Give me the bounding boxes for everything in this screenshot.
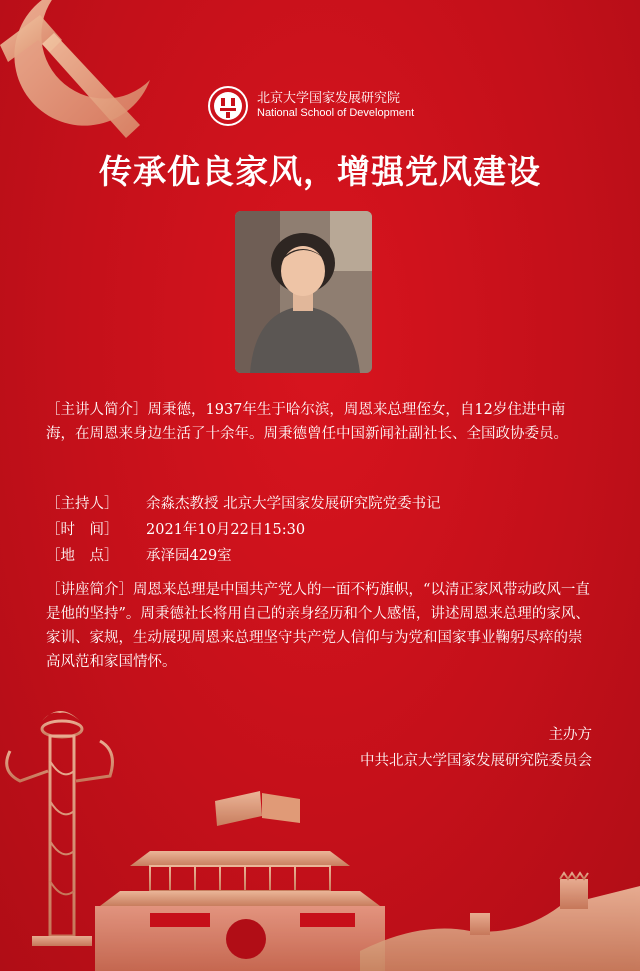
host-value: 余淼杰教授 北京大学国家发展研究院党委书记 [146,496,441,512]
organizer-name: 中共北京大学国家发展研究院委员会 [360,753,592,769]
organizer-label: 主办方 [548,727,592,743]
time-row [46,517,594,543]
school-logo [207,84,414,128]
host-row [46,491,594,517]
speaker-intro: ［主讲人简介］周秉德，1937年生于哈尔滨，周恩来总理侄女，自12岁住进中南海，在周恩来身边生活了十余年。周秉德曾任中国新闻社副社长、全国政协委员。 [46,402,568,442]
lecture-intro: ［讲座简介］周恩来总理是中国共产党人的一面不朽旗帜，“以清正家风带动政风一直是他的坚持”。周秉德社长将用自己的亲身经历和个人感悟，讲述周恩来总理的家风、家训、家规，生动展现周恩来总理坚守共产党人信仰与为党和国家事业鞠躬尽瘁的崇高风范和家国情怀。 [46,582,590,670]
time-value: 2021年10月22日15:30 [146,522,306,538]
tiananmen-gate-icon [95,851,385,971]
peking-university-badge-icon [207,85,249,127]
host-label: ［主持人］ [46,496,119,512]
poster-title: 传承优良家风，增强党风建设 [99,152,541,191]
landmark-illustration [0,681,640,971]
party-emblem-icon [0,0,170,150]
place-row [46,543,594,569]
flags-icon [215,791,300,856]
school-name-cn: 北京大学国家发展研究院 [257,91,401,106]
great-wall-icon [360,873,640,971]
place-label: ［地 点］ [46,548,119,564]
speaker-photo [235,211,372,373]
place-value: 承泽园429室 [146,548,232,564]
event-info [46,491,594,569]
school-name-en: National School of Development [257,107,415,120]
time-label: ［时 间］ [46,522,119,538]
